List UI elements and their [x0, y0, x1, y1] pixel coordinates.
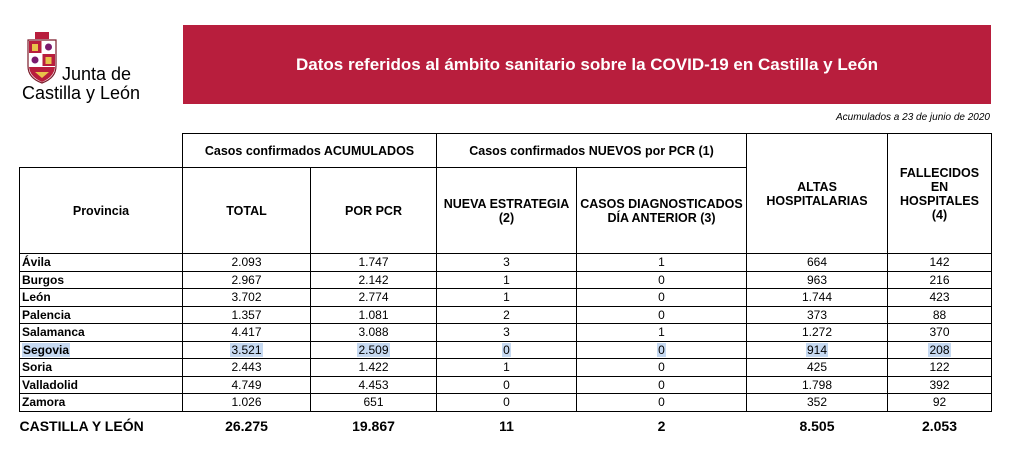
nueva-cell [437, 376, 577, 394]
fallecidos-value: 122 [929, 360, 950, 375]
total-value: 1.357 [231, 307, 262, 322]
header-nueva-estrategia: NUEVA ESTRATEGIA (2) [437, 168, 577, 254]
junta-logo [20, 28, 160, 103]
pcr-value: 2.509 [358, 342, 389, 357]
header-total: TOTAL [183, 168, 311, 254]
province-cell [20, 271, 183, 289]
nueva-value: 3 [503, 255, 510, 270]
altas-value: 373 [806, 307, 828, 322]
province-value: Ávila [22, 255, 51, 270]
diag-cell [577, 394, 747, 412]
diag-value: 1 [658, 325, 665, 340]
header-fallecidos: FALLECIDOS EN HOSPITALES (4) [888, 134, 992, 254]
nueva-cell [437, 306, 577, 324]
header-por-pcr: POR PCR [311, 168, 437, 254]
pcr-value: 2.142 [358, 272, 389, 287]
fallecidos-cell [888, 254, 992, 272]
altas-cell [747, 271, 888, 289]
diag-value: 0 [658, 290, 665, 305]
pcr-cell [311, 271, 437, 289]
total-diag: 2 [657, 417, 666, 434]
province-cell [20, 324, 183, 342]
total-value: 2.443 [231, 360, 262, 375]
total-value: 2.967 [231, 272, 262, 287]
totals-row [20, 411, 992, 437]
province-value: Palencia [22, 307, 71, 322]
pcr-value: 2.774 [358, 290, 389, 305]
diag-value: 1 [658, 255, 665, 270]
diag-cell [577, 306, 747, 324]
nueva-value: 0 [503, 377, 510, 392]
fallecidos-cell [888, 376, 992, 394]
diag-value: 0 [658, 307, 665, 322]
table-row [20, 289, 992, 307]
altas-cell [747, 289, 888, 307]
logo-line2: Castilla y León [22, 83, 141, 103]
logo-line1: Junta de [62, 64, 132, 84]
province-cell [20, 341, 183, 359]
table-row [20, 271, 992, 289]
diag-cell [577, 271, 747, 289]
fallecidos-cell [888, 394, 992, 412]
altas-value: 1.272 [801, 325, 833, 340]
page-title: Datos referidos al ámbito sanitario sobre la COVID-19 en Castilla y León [296, 54, 878, 74]
total-value: 3.702 [231, 290, 262, 305]
nueva-value: 3 [503, 325, 510, 340]
covid-data-table [19, 133, 992, 437]
altas-value: 664 [806, 255, 828, 270]
province-value: Valladolid [22, 377, 79, 392]
nueva-value: 0 [503, 342, 510, 357]
table-row [20, 359, 992, 377]
total-cell [183, 306, 311, 324]
pcr-cell [311, 306, 437, 324]
fallecidos-value: 370 [929, 325, 950, 340]
fallecidos-cell [888, 271, 992, 289]
province-value: Burgos [22, 272, 64, 287]
total-cell [183, 271, 311, 289]
pcr-value: 1.081 [358, 307, 389, 322]
nueva-cell [437, 324, 577, 342]
pcr-cell [311, 254, 437, 272]
fallecidos-cell [888, 324, 992, 342]
total-cell [183, 324, 311, 342]
pcr-value: 651 [363, 395, 384, 410]
pcr-cell [311, 289, 437, 307]
fallecidos-value: 92 [932, 395, 947, 410]
pcr-value: 4.453 [358, 377, 389, 392]
province-value: León [22, 290, 51, 305]
nueva-cell [437, 341, 577, 359]
pcr-value: 1.747 [358, 255, 389, 270]
total-value: 3.521 [231, 342, 262, 357]
diag-cell [577, 254, 747, 272]
altas-value: 914 [806, 342, 828, 357]
nueva-cell [437, 359, 577, 377]
fallecidos-value: 423 [929, 290, 950, 305]
nueva-cell [437, 394, 577, 412]
diag-value: 0 [658, 377, 665, 392]
pcr-cell [311, 359, 437, 377]
province-cell [20, 394, 183, 412]
total-total: 26.275 [225, 417, 268, 434]
fallecidos-cell [888, 359, 992, 377]
total-cell [183, 341, 311, 359]
altas-cell [747, 359, 888, 377]
nueva-value: 1 [503, 272, 510, 287]
total-cell [183, 289, 311, 307]
nueva-value: 1 [503, 290, 510, 305]
total-cell [183, 359, 311, 377]
altas-cell [747, 306, 888, 324]
fallecidos-value: 392 [929, 377, 950, 392]
nueva-value: 0 [503, 395, 510, 410]
nueva-cell [437, 254, 577, 272]
province-value: Salamanca [22, 325, 85, 340]
empty-header-cell [20, 134, 183, 168]
diag-value: 0 [658, 360, 665, 375]
total-value: 1.026 [231, 395, 262, 410]
diag-cell [577, 376, 747, 394]
table-row [20, 376, 992, 394]
pcr-value: 1.422 [358, 360, 389, 375]
table-row [20, 324, 992, 342]
altas-value: 1.744 [801, 290, 833, 305]
table-row [20, 306, 992, 324]
fallecidos-cell [888, 341, 992, 359]
total-pcr: 19.867 [352, 417, 395, 434]
header-altas: ALTAS HOSPITALARIAS [747, 134, 888, 254]
diag-cell [577, 289, 747, 307]
header-province: Provincia [20, 168, 183, 254]
coat-of-arms-icon [26, 32, 58, 84]
province-cell [20, 289, 183, 307]
table-row [20, 394, 992, 412]
fallecidos-value: 216 [929, 272, 950, 287]
pcr-cell [311, 341, 437, 359]
fallecidos-cell [888, 289, 992, 307]
province-cell [20, 254, 183, 272]
province-value: Segovia [23, 342, 70, 357]
diag-value: 0 [658, 272, 665, 287]
date-note: Acumulados a 23 de junio de 2020 [835, 112, 990, 123]
total-cell [183, 394, 311, 412]
total-cell [183, 376, 311, 394]
table-row [20, 341, 992, 359]
header-accumulated: Casos confirmados ACUMULADOS [183, 134, 437, 168]
fallecidos-value: 88 [932, 307, 947, 322]
nueva-cell [437, 271, 577, 289]
nueva-cell [437, 289, 577, 307]
altas-value: 963 [806, 272, 828, 287]
province-cell [20, 306, 183, 324]
altas-value: 1.798 [801, 377, 833, 392]
diag-cell [577, 359, 747, 377]
fallecidos-value: 142 [929, 255, 950, 270]
total-value: 4.749 [231, 377, 262, 392]
diag-value: 0 [658, 342, 665, 357]
header-new-pcr: Casos confirmados NUEVOS por PCR (1) [437, 134, 747, 168]
title-banner [183, 25, 991, 104]
fallecidos-value: 208 [929, 342, 950, 357]
fallecidos-cell [888, 306, 992, 324]
nueva-value: 2 [503, 307, 510, 322]
altas-cell [747, 341, 888, 359]
altas-cell [747, 376, 888, 394]
altas-cell [747, 254, 888, 272]
pcr-cell [311, 394, 437, 412]
total-nueva: 11 [499, 417, 514, 434]
diag-cell [577, 324, 747, 342]
total-cell [183, 254, 311, 272]
altas-cell [747, 394, 888, 412]
altas-value: 352 [806, 395, 828, 410]
total-value: 4.417 [231, 325, 262, 340]
province-value: Soria [22, 360, 53, 375]
province-cell [20, 376, 183, 394]
total-altas: 8.505 [799, 417, 835, 434]
pcr-cell [311, 376, 437, 394]
total-province: CASTILLA Y LEÓN [19, 417, 144, 434]
altas-cell [747, 324, 888, 342]
header-casos-diagnosticados: CASOS DIAGNOSTICADOS DÍA ANTERIOR (3) [577, 168, 747, 254]
diag-cell [577, 341, 747, 359]
total-value: 2.093 [231, 255, 262, 270]
table-row [20, 254, 992, 272]
pcr-value: 3.088 [358, 325, 389, 340]
nueva-value: 1 [503, 360, 510, 375]
diag-value: 0 [658, 395, 665, 410]
province-cell [20, 359, 183, 377]
province-value: Zamora [22, 395, 66, 410]
total-fallecidos: 2.053 [921, 417, 958, 434]
altas-value: 425 [806, 360, 828, 375]
pcr-cell [311, 324, 437, 342]
